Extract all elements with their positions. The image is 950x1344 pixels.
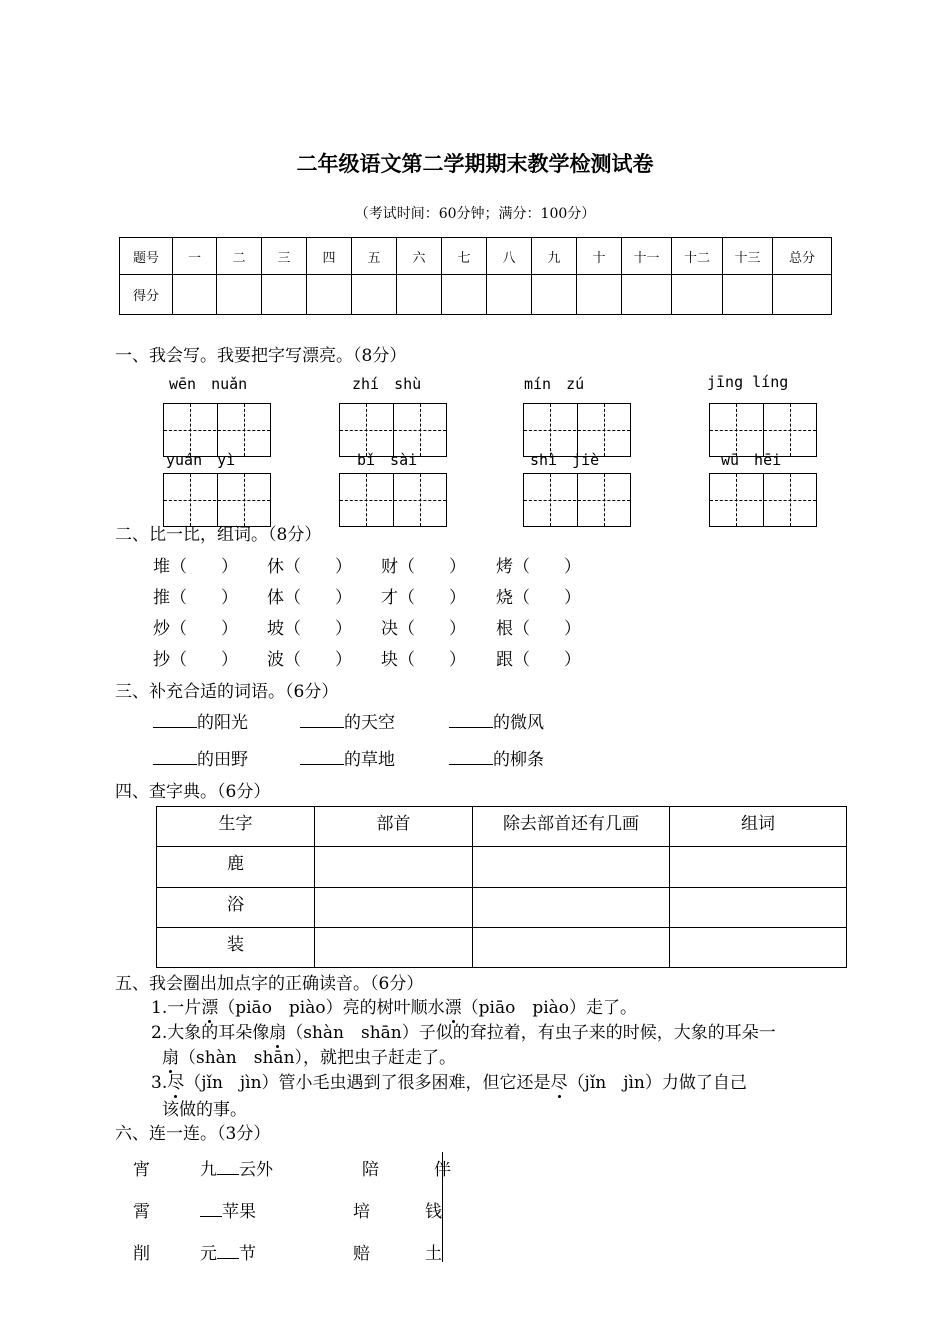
score-header-cell: 十二 [672,238,723,275]
phrase-post: 苹果 [222,1202,256,1222]
score-header-cell: 六 [397,238,442,275]
fill-item [153,745,248,770]
score-header-cell: 五 [352,238,397,275]
compare-item: 财（ ） [381,557,466,577]
dict-header: 除去部首还有几画 [473,807,670,847]
question-5-3 [151,1068,747,1093]
pinyin-label: yuán yì [166,451,236,469]
dict-char: 鹿 [157,847,315,887]
score-cell[interactable] [173,275,217,315]
dictionary-table [156,806,847,968]
dict-answer-cell[interactable] [473,927,670,967]
score-cell[interactable] [773,275,832,315]
match-char[interactable]: 伴 [434,1160,451,1180]
fill-text: 的阳光 [197,713,248,733]
dict-answer-cell[interactable] [473,887,670,927]
compare-item: 才（ ） [381,588,466,608]
section-3-heading: 三、补充合适的词语。（6分） [115,682,339,702]
compare-item: 决（ ） [381,619,466,639]
dotted-char: 尽 [550,1073,568,1093]
score-cell[interactable] [622,275,672,315]
score-header-cell: 十 [577,238,622,275]
question-5-2 [151,1018,776,1043]
dict-header: 部首 [315,807,473,847]
answer-blank[interactable] [217,1158,239,1175]
q-text: （shàn shān），就把虫子赶走了。 [179,1048,457,1068]
score-header-cell: 十三 [723,238,773,275]
q-text: （shàn shān）子似的耷拉着，有虫子来的时候，大象的耳朵一 [286,1023,776,1043]
question-5-3-cont: 该做的事。 [162,1100,247,1120]
writing-grid[interactable] [163,473,271,527]
q-text: （jǐn jìn）管小毛虫遇到了很多困难，但它还是 [184,1073,551,1093]
compare-item: 体（ ） [267,588,352,608]
score-cell[interactable] [532,275,577,315]
writing-grid[interactable] [709,473,817,527]
match-char[interactable]: 陪 [362,1160,379,1180]
score-header-row [120,238,832,275]
answer-blank[interactable] [449,711,493,728]
score-cell[interactable] [577,275,622,315]
dict-answer-cell[interactable] [670,927,847,967]
section-2-heading: 二、比一比，组词。（8分） [115,525,322,545]
match-char[interactable]: 培 [353,1202,370,1222]
score-row-label: 得分 [120,275,173,315]
fill-text: 的微风 [493,713,544,733]
match-char[interactable]: 削 [133,1244,150,1264]
match-char[interactable]: 霄 [133,1202,150,1222]
match-char[interactable]: 土 [425,1244,442,1264]
dict-row [157,847,847,887]
dict-char: 装 [157,927,315,967]
pinyin-label: wēn nuǎn [169,375,248,393]
dict-answer-cell[interactable] [670,887,847,927]
score-header-cell: 四 [307,238,352,275]
compare-item: 推（ ） [153,588,238,608]
section-4-heading: 四、查字典。（6分） [115,782,271,802]
pinyin-label: shì jiè [530,451,600,469]
score-cell[interactable] [352,275,397,315]
score-row [120,275,832,315]
match-char[interactable]: 赔 [353,1244,370,1264]
score-cell[interactable] [307,275,352,315]
score-header-cell: 十一 [622,238,672,275]
score-cell[interactable] [217,275,262,315]
fill-item [300,745,395,770]
fill-item [449,745,544,770]
dict-answer-cell[interactable] [315,927,473,967]
score-header-cell: 总分 [773,238,832,275]
match-phrase[interactable] [200,1155,273,1180]
fill-text: 的柳条 [493,750,544,770]
fill-item [153,708,248,733]
dict-header: 生字 [157,807,315,847]
compare-item: 坡（ ） [267,619,352,639]
score-header-cell: 八 [487,238,532,275]
compare-item: 休（ ） [267,557,352,577]
q-text: （piāo piào）走了。 [461,998,638,1018]
q-text: 3. [151,1073,168,1093]
exam-info: （考试时间：60分钟；满分：100分） [354,206,596,222]
divider-line [442,1152,443,1262]
score-cell[interactable] [487,275,532,315]
section-5-heading: 五、我会圈出加点字的正确读音。（6分） [115,974,424,994]
dotted-char: 漂 [444,998,462,1018]
dict-answer-cell[interactable] [315,847,473,887]
dict-header-row [157,807,847,847]
phrase-pre: 九 [200,1160,217,1180]
q-text: （jǐn jìn）力做了自己 [567,1073,747,1093]
score-cell[interactable] [723,275,773,315]
pinyin-label: jīng líng [707,373,789,391]
pinyin-label: bǐ sài [357,451,418,469]
fill-item [449,708,544,733]
question-5-1 [151,993,637,1018]
q-text: 1.一片 [151,998,202,1018]
pinyin-label: mín zú [524,375,585,393]
dict-answer-cell[interactable] [315,887,473,927]
score-header-cell: 三 [262,238,307,275]
score-header-cell: 题号 [120,238,173,275]
compare-item: 波（ ） [267,650,352,670]
answer-blank[interactable] [153,711,197,728]
compare-item: 烧（ ） [496,588,581,608]
answer-blank[interactable] [153,748,197,765]
score-header-cell: 一 [173,238,217,275]
fill-text: 的天空 [344,713,395,733]
q-text: 2.大象的耳朵像 [151,1023,270,1043]
phrase-post: 节 [239,1244,256,1264]
score-header-cell: 二 [217,238,262,275]
score-table [119,237,832,315]
fill-text: 的田野 [197,750,248,770]
score-header-cell: 九 [532,238,577,275]
dotted-char: 扇 [269,1023,287,1043]
compare-item: 炒（ ） [153,619,238,639]
compare-item: 抄（ ） [153,650,238,670]
section-6-heading: 六、连一连。（3分） [115,1124,271,1144]
match-phrase[interactable] [200,1239,256,1264]
dict-header: 组词 [670,807,847,847]
answer-blank[interactable] [200,1200,222,1217]
writing-grid[interactable] [339,473,447,527]
question-5-2-cont [162,1043,456,1068]
match-char[interactable]: 钱 [425,1202,442,1222]
dict-answer-cell[interactable] [473,847,670,887]
answer-blank[interactable] [300,748,344,765]
compare-item: 根（ ） [496,619,581,639]
dotted-char: 尽 [167,1073,185,1093]
score-cell[interactable] [442,275,487,315]
dict-row [157,887,847,927]
page-title: 二年级语文第二学期期末教学检测试卷 [296,152,654,176]
score-cell[interactable] [672,275,723,315]
dict-answer-cell[interactable] [670,847,847,887]
pinyin-label: zhí shù [352,375,422,393]
fill-item [300,708,395,733]
match-phrase[interactable] [200,1197,256,1222]
score-cell[interactable] [397,275,442,315]
section-1-heading: 一、我会写。我要把字写漂亮。（8分） [115,346,407,366]
phrase-pre: 元 [200,1244,217,1264]
dotted-char: 扇 [162,1048,179,1068]
match-char[interactable]: 宵 [133,1160,150,1180]
fill-text: 的草地 [344,750,395,770]
compare-item: 烤（ ） [496,557,581,577]
writing-grid[interactable] [523,473,631,527]
compare-item: 块（ ） [381,650,466,670]
dict-row [157,927,847,967]
dict-char: 浴 [157,887,315,927]
compare-item: 跟（ ） [496,650,581,670]
answer-blank[interactable] [217,1242,239,1259]
phrase-post: 云外 [239,1160,273,1180]
score-cell[interactable] [262,275,307,315]
dotted-char: 漂 [201,998,219,1018]
compare-item: 堆（ ） [153,557,238,577]
score-header-cell: 七 [442,238,487,275]
q-text: （piāo piào）亮的树叶顺水 [218,998,445,1018]
pinyin-label: wū hēi [721,451,782,469]
answer-blank[interactable] [449,748,493,765]
answer-blank[interactable] [300,711,344,728]
